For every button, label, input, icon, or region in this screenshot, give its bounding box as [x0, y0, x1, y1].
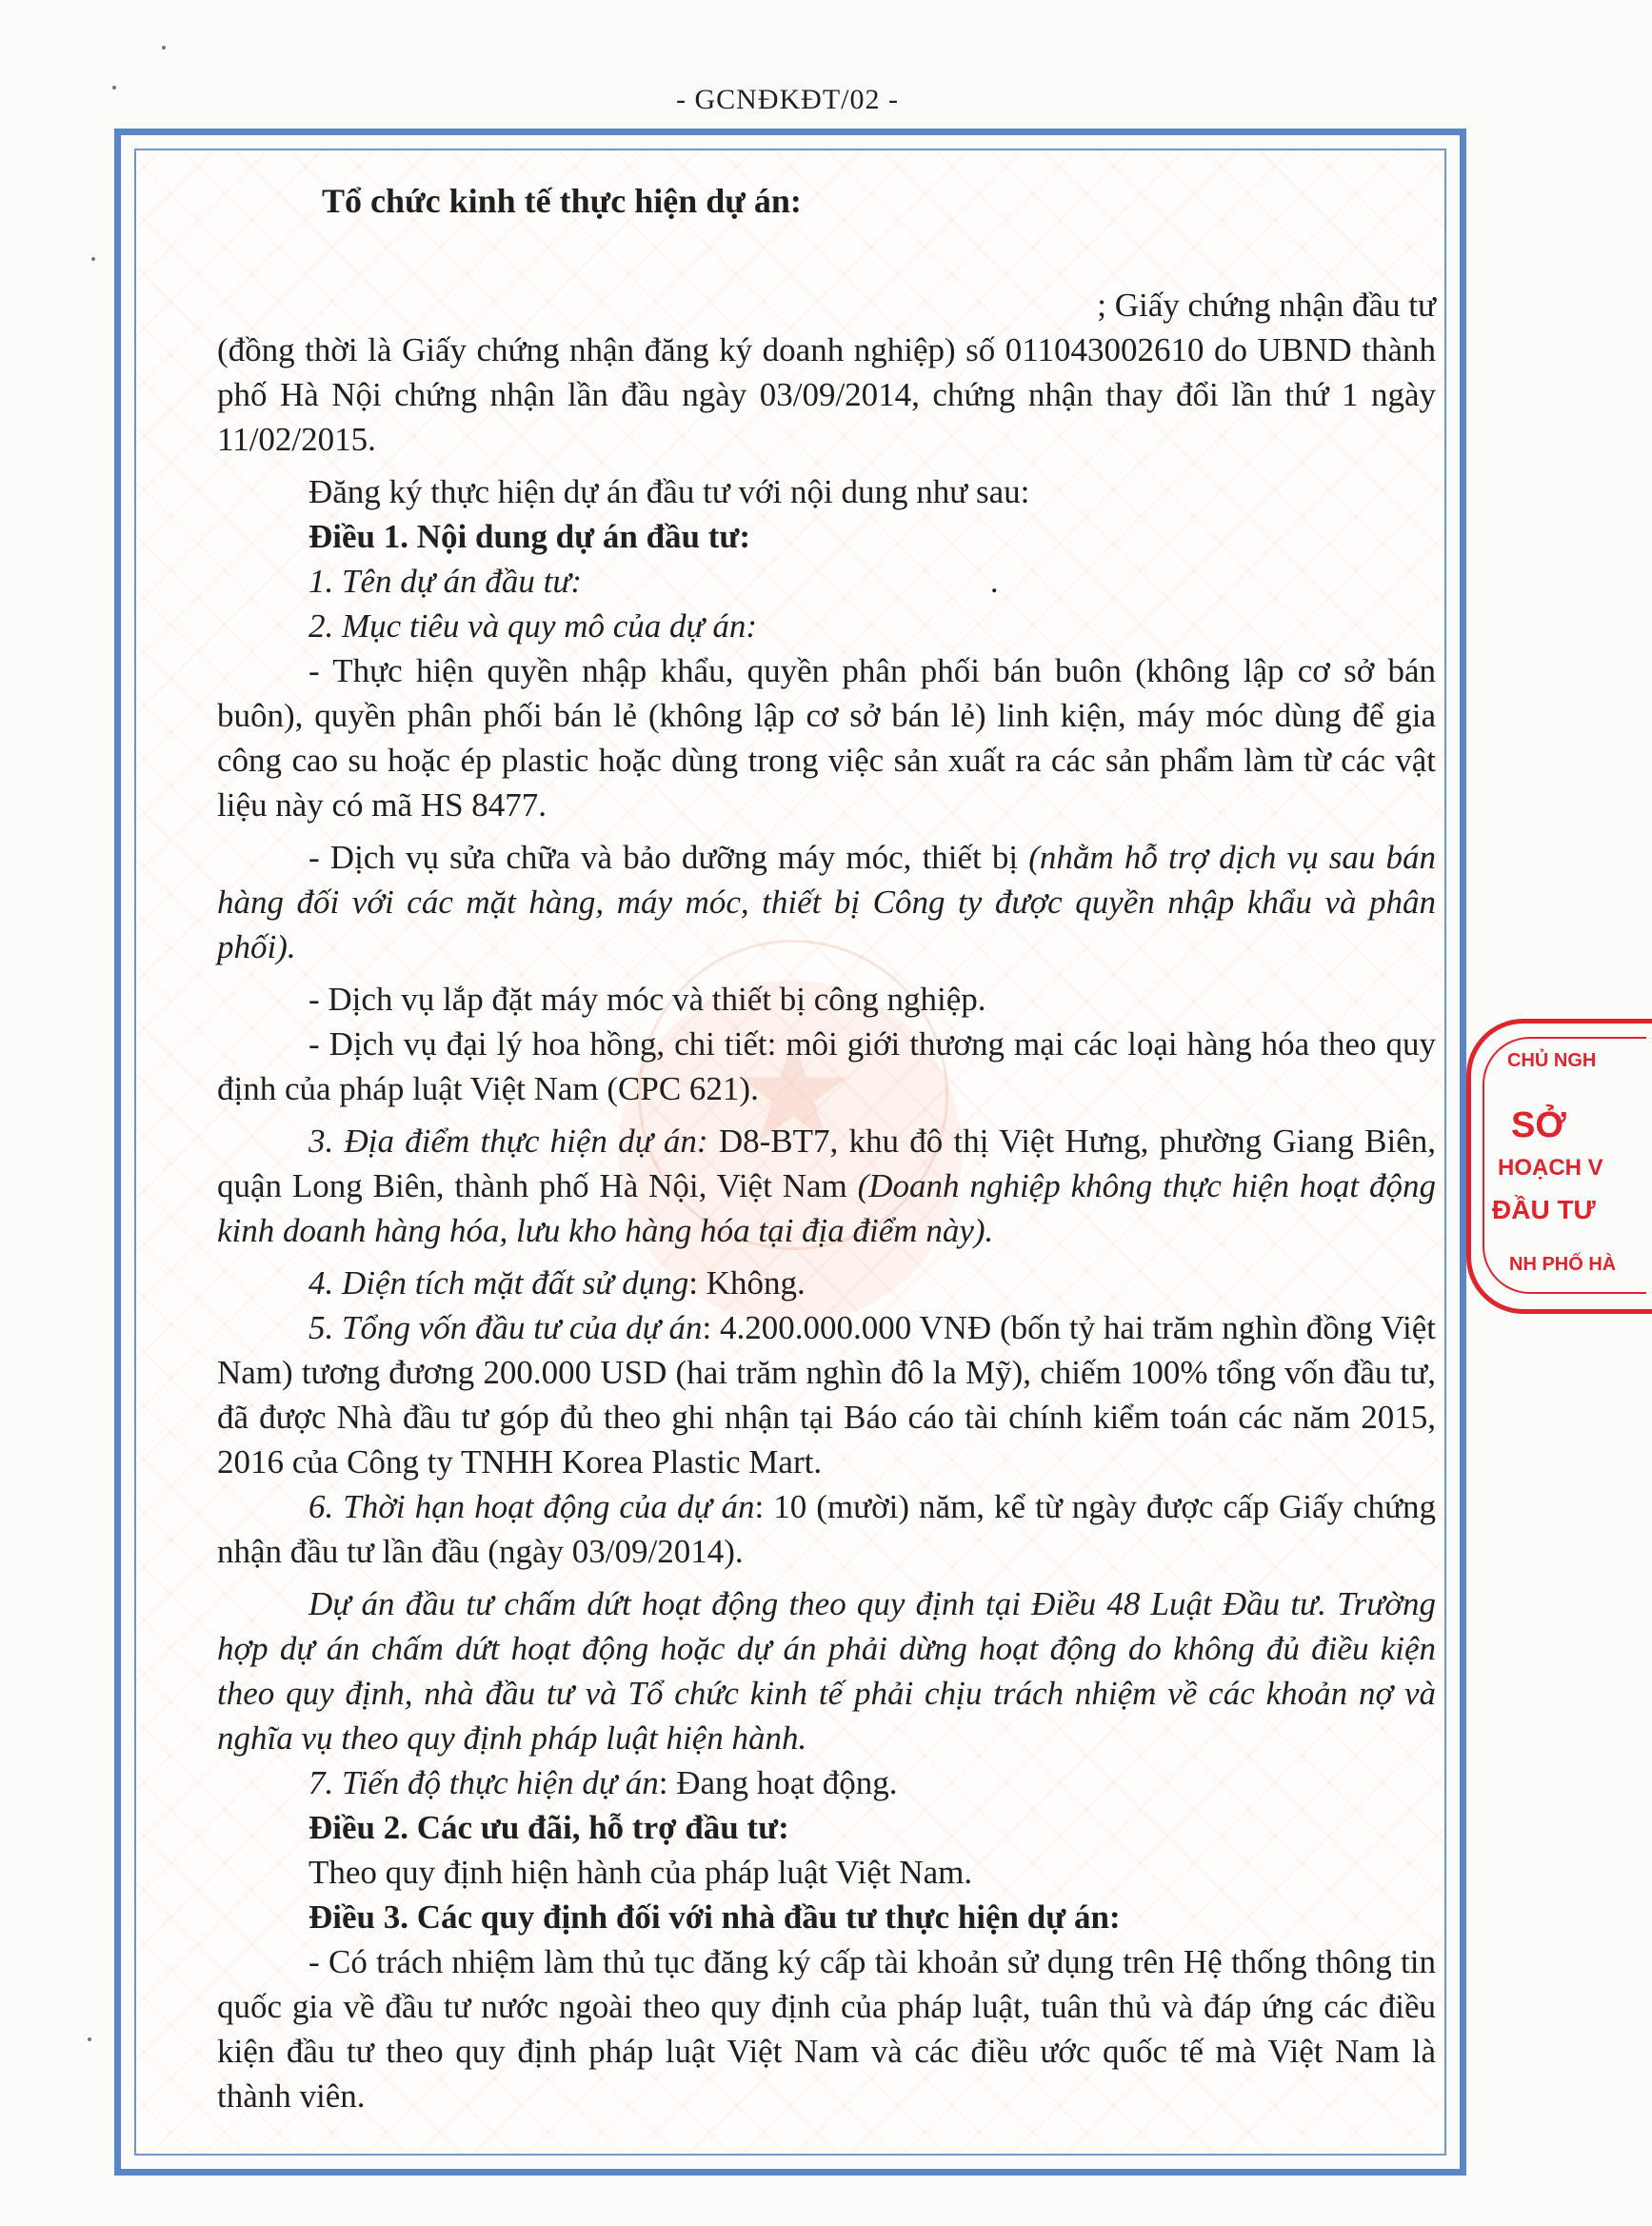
- article-2-title: Điều 2. Các ưu đãi, hỗ trợ đầu tư:: [309, 1809, 789, 1846]
- objective-bullet-2-note: (nhằm hỗ trợ dịch vụ sau bán hàng đối với các mặt hàng, máy móc, thiết bị Công ty được quyền nhập khẩu và phân phối).: [217, 839, 1436, 965]
- article-3-bullet-1: - Có trách nhiệm làm thủ tục đăng ký cấp tài khoản sử dụng trên Hệ thống thông tin quốc gia về đầu tư nước ngoài theo quy định của pháp luật, tuân thủ và đáp ứng các điều kiện đầu tư theo quy định pháp luật Việt Nam và các điều ước quốc tế mà Việt Nam là thành viên.: [217, 1943, 1436, 2115]
- seal-text-dautu: ĐẦU TƯ: [1492, 1195, 1596, 1224]
- objective-bullet-3: - Dịch vụ lắp đặt máy móc và thiết bị công nghiệp.: [309, 981, 986, 1018]
- intro-line: Đăng ký thực hiện dự án đầu tư với nội dung như sau:: [309, 473, 1030, 510]
- item-5-value: : 4.200.000.000 VNĐ (bốn tỷ hai trăm nghìn đồng Việt Nam) tương đương 200.000 USD (hai trăm nghìn đô la Mỹ), chiếm 100% tổng vốn đầu tư, đã được Nhà đầu tư góp đủ theo ghi nhận tại Báo cáo tài chính kiểm toán các năm 2015, 2016 của Công ty TNHH Korea Plastic Mart.: [217, 1309, 1437, 1481]
- item-5-label: 5. Tổng vốn đầu tư của dự án: [309, 1309, 703, 1346]
- seal-text-middle: HOẠCH V: [1498, 1155, 1603, 1181]
- item-1-label: 1. Tên dự án đầu tư:: [309, 563, 583, 600]
- objective-bullet-4: - Dịch vụ đại lý hoa hồng, chi tiết: môi giới thương mại các loại hàng hóa theo quy định của pháp luật Việt Nam (CPC 621).: [217, 1025, 1436, 1107]
- org-heading: Tổ chức kinh tế thực hiện dự án:: [322, 182, 802, 220]
- official-seal-stamp: [1466, 1019, 1652, 1314]
- item-3-label: 3. Địa điểm thực hiện dự án:: [309, 1123, 708, 1160]
- item-6-label: 6. Thời hạn hoạt động của dự án: [309, 1488, 755, 1525]
- objective-bullet-1: - Thực hiện quyền nhập khẩu, quyền phân phối bán buôn (không lập cơ sở bán buôn), quyền phân phối bán lẻ (không lập cơ sở bán lẻ) linh kiện, máy móc dùng để gia công cao su hoặc ép plastic hoặc dùng trong việc sản xuất ra các sản phẩm làm từ các vật liệu này có mã HS 8477.: [217, 652, 1436, 824]
- seal-text-so: SỞ: [1511, 1105, 1566, 1145]
- article-1-title: Điều 1. Nội dung dự án đầu tư:: [309, 518, 751, 555]
- item-2-label: 2. Mục tiêu và quy mô của dự án:: [309, 607, 758, 645]
- article-3-title: Điều 3. Các quy định đối với nhà đầu tư thực hiện dự án:: [309, 1898, 1121, 1936]
- seal-text-bottom: NH PHỐ HÀ: [1509, 1254, 1617, 1275]
- item-3-value: D8-BT7, khu đô thị Việt Hưng, phường Giang Biên, quận Long Biên, thành phố Hà Nội, Việt Nam: [217, 1123, 1437, 1204]
- item-7-label: 7. Tiến độ thực hiện dự án: [309, 1764, 659, 1801]
- seal-text-top: CHỦ NGH: [1507, 1050, 1597, 1071]
- document-code: - GCNĐKĐT/02 -: [676, 84, 899, 115]
- item-1-value: .: [989, 563, 999, 600]
- item-6-value: : 10 (mười) năm, kể từ ngày được cấp Giấy chứng nhận đầu tư lần đầu (ngày 03/09/2014).: [217, 1488, 1437, 1570]
- item-3-note: (Doanh nghiệp không thực hiện hoạt động kinh doanh hàng hóa, lưu kho hàng hóa tại địa điểm này).: [217, 1167, 1436, 1249]
- objective-bullet-2: - Dịch vụ sửa chữa và bảo dưỡng máy móc, thiết bị: [309, 839, 1019, 876]
- document-body: [217, 179, 1436, 2118]
- item-7-value: : Đang hoạt động.: [658, 1764, 898, 1801]
- org-certificate-details: (đồng thời là Giấy chứng nhận đăng ký doanh nghiệp) số 011043002610 do UBND thành phố Hà Nội chứng nhận lần đầu ngày 03/09/2014, chứng nhận thay đổi lần thứ 1 ngày 11/02/2015.: [217, 331, 1436, 458]
- item-4-label: 4. Diện tích mặt đất sử dụng: [309, 1264, 689, 1302]
- org-certificate-intro: ; Giấy chứng nhận đầu tư: [1097, 287, 1436, 324]
- article-2-text: Theo quy định hiện hành của pháp luật Việt Nam.: [309, 1854, 973, 1891]
- item-4-value: : Không.: [688, 1264, 806, 1302]
- termination-note: Dự án đầu tư chấm dứt hoạt động theo quy định tại Điều 48 Luật Đầu tư. Trường hợp dự án chấm dứt hoạt động hoặc dự án phải dừng hoạt động do không đủ điều kiện theo quy định, nhà đầu tư và Tổ chức kinh tế phải chịu trách nhiệm về các khoản nợ và nghĩa vụ theo quy định pháp luật hiện hành.: [217, 1585, 1436, 1757]
